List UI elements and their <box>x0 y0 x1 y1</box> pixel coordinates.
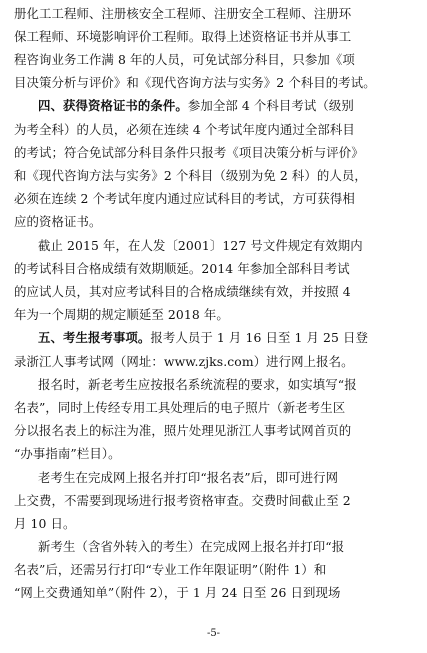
text-line: 的应试人员，其对应考试科目的合格成绩继续有效，并按照 4 <box>14 284 351 299</box>
text-line: “网上交费通知单”（附件 2），于 1 月 24 日至 26 日到现场 <box>14 585 341 600</box>
text-line: 和《现代咨询方法与实务》2 个科目（级别为免 2 科）的人员， <box>14 168 367 183</box>
text-line: “办事指南”栏目）。 <box>14 446 121 461</box>
text-line: 老考生在完成网上报名并打印“报名表”后，即可进行网 <box>38 470 339 485</box>
text-line: 册化工工程师、注册核安全工程师、注册安全工程师、注册环 <box>14 6 352 21</box>
section-five-line <box>38 330 414 346</box>
text-line: 的考试；符合免试部分科目条件只报考《项目决策分析与评价》 <box>14 145 364 160</box>
text-line: 目决策分析与评价》和《现代咨询方法与实务》2 个科目的考试。 <box>14 75 376 90</box>
text-line: 年为一个周期的规定顺延至 2018 年。 <box>14 307 229 322</box>
section-four-line <box>38 98 414 114</box>
text-span: 报考人员于 1 月 16 日至 1 月 25 日登 <box>150 330 369 345</box>
text-line: 保工程师、环境影响评价工程师。取得上述资格证书并从事工 <box>14 29 352 44</box>
text-line: 分以报名表上的标注为准，照片处理见浙江人事考试网首页的 <box>14 423 352 438</box>
text-line: 必须在连续 2 个考试年度内通过应试科目的考试，方可获得相 <box>14 191 355 206</box>
text-span: 参加全部 4 个科目考试（级别 <box>187 98 354 113</box>
text-line: 名表”，同时上传经专用工具处理后的电子照片（新老考生区 <box>14 400 346 415</box>
text-line: 为考全科）的人员，必须在连续 4 个考试年度内通过全部科目 <box>14 122 355 137</box>
text-line: 应的资格证书。 <box>14 214 102 229</box>
page-number: -5- <box>206 628 221 639</box>
text-line: 录浙江人事考试网（网址：www.zjks.com）进行网上报名。 <box>14 354 354 369</box>
section-heading-five: 五、考生报考事项。 <box>38 330 151 345</box>
text-line: 新考生（含省外转入的考生）在完成网上报名并打印“报 <box>38 539 345 554</box>
text-line: 的考试科目合格成绩有效期顺延。2014 年参加全部科目考试 <box>14 261 350 276</box>
text-line: 上交费，不需要到现场进行报考资格审查。交费时间截止至 2 <box>14 493 351 508</box>
text-line: 月 10 日。 <box>14 516 76 531</box>
text-line: 报名时，新老考生应按报名系统流程的要求，如实填写“报 <box>38 377 357 392</box>
text-line: 名表”后，还需另行打印“专业工作年限证明”（附件 1）和 <box>14 562 327 577</box>
text-line: 程咨询业务工作满 8 年的人员，可免试部分科目，只参加《项 <box>14 52 355 67</box>
section-heading-four: 四、获得资格证书的条件。 <box>38 98 188 113</box>
text-line: 截止 2015 年，在人发〔2001〕127 号文件规定有效期内 <box>38 238 363 253</box>
